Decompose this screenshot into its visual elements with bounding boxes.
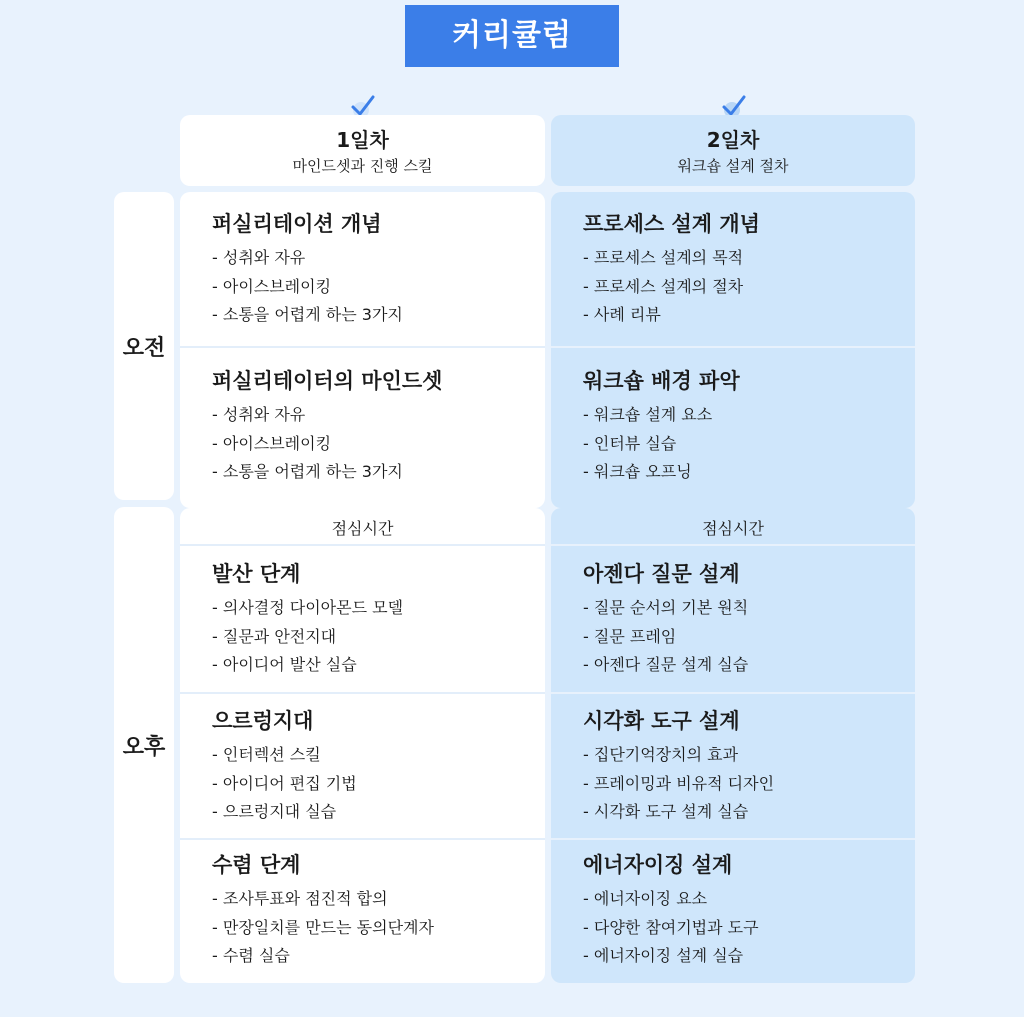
module-item: - 다양한 참여기법과 도구 [583, 917, 759, 937]
module-item: - 수렴 실습 [212, 946, 290, 966]
module-item: - 성취와 자유 [212, 248, 306, 267]
day1-morning-panel [180, 192, 545, 508]
module-item: - 질문과 안전지대 [212, 626, 337, 646]
divider [180, 544, 545, 546]
session-label-morning: 오전 [114, 192, 174, 500]
module-item: - 프레이밍과 비유적 디자인 [583, 773, 775, 793]
day-label: 1일차 [336, 128, 389, 152]
divider [551, 838, 915, 840]
module-item: - 프로세스 설계의 목적 [583, 248, 744, 267]
module-item: - 아젠다 질문 설계 실습 [583, 655, 749, 675]
module-title: 퍼실리테이터의 마인드셋 [212, 369, 443, 393]
module-card [551, 851, 915, 971]
module-items [212, 401, 545, 487]
module-title: 프로세스 설계 개념 [583, 212, 760, 236]
module-card [180, 367, 545, 487]
module-item: - 워크숍 설계 요소 [583, 405, 713, 424]
module-card [180, 210, 545, 330]
module-title: 발산 단계 [212, 562, 301, 586]
module-title: 수렴 단계 [212, 853, 301, 877]
module-items [583, 741, 915, 827]
module-item: - 아이디어 편집 기법 [212, 773, 357, 793]
module-title: 으르렁지대 [212, 709, 314, 733]
divider [551, 346, 915, 348]
module-card [551, 367, 915, 487]
module-item: - 아이스브레이킹 [212, 276, 332, 296]
day1-afternoon-panel [180, 508, 545, 983]
module-item: - 인터렉션 스킬 [212, 745, 321, 764]
day1-header [180, 115, 545, 186]
divider [180, 838, 545, 840]
module-item: - 에너자이징 설계 실습 [583, 946, 744, 966]
module-card [180, 560, 545, 680]
module-title: 시각화 도구 설계 [583, 709, 740, 733]
divider [551, 544, 915, 546]
module-item: - 시각화 도구 설계 실습 [583, 802, 749, 822]
module-items [583, 594, 915, 680]
module-card [551, 560, 915, 680]
module-item: - 아이디어 발산 실습 [212, 655, 357, 675]
module-item: - 에너자이징 요소 [583, 889, 708, 908]
module-card [180, 707, 545, 827]
module-item: - 소통을 어렵게 하는 3가지 [212, 305, 403, 325]
page-title: 커리큘럼 [405, 5, 619, 67]
lunch-label: 점심시간 [331, 519, 394, 538]
module-items [212, 244, 545, 330]
module-item: - 조사투표와 점진적 합의 [212, 889, 388, 908]
module-item: - 질문 프레임 [583, 626, 677, 646]
module-item: - 프로세스 설계의 절차 [583, 276, 744, 296]
divider [180, 346, 545, 348]
module-card [180, 851, 545, 971]
divider [180, 692, 545, 694]
day-label: 2일차 [706, 128, 760, 152]
module-item: - 집단기억장치의 효과 [583, 745, 739, 764]
module-items [212, 885, 545, 971]
module-item: - 의사결정 다이아몬드 모델 [212, 598, 404, 617]
divider [551, 692, 915, 694]
module-item: - 질문 순서의 기본 원칙 [583, 598, 749, 617]
module-item: - 인터뷰 실습 [583, 433, 677, 453]
day2-afternoon-panel [551, 508, 915, 983]
module-item: - 으르렁지대 실습 [212, 802, 337, 822]
module-title: 아젠다 질문 설계 [583, 562, 740, 586]
module-title: 퍼실리테이션 개념 [212, 212, 382, 236]
day2-header [551, 115, 915, 186]
module-card [551, 210, 915, 330]
day-subtitle: 마인드셋과 진행 스킬 [292, 157, 433, 175]
lunch-label: 점심시간 [702, 519, 764, 538]
module-item: - 만장일치를 만드는 동의단계자 [212, 917, 434, 937]
module-items [212, 741, 545, 827]
module-card [551, 707, 915, 827]
day2-morning-panel [551, 192, 915, 508]
module-item: - 소통을 어렵게 하는 3가지 [212, 462, 403, 482]
module-items [583, 401, 915, 487]
session-label-afternoon: 오후 [114, 507, 174, 983]
module-item: - 워크숍 오프닝 [583, 462, 692, 482]
module-items [212, 594, 545, 680]
module-item: - 성취와 자유 [212, 405, 306, 424]
module-title: 워크숍 배경 파악 [583, 369, 740, 393]
module-item: - 아이스브레이킹 [212, 433, 332, 453]
module-items [583, 244, 915, 330]
module-items [583, 885, 915, 971]
module-item: - 사례 리뷰 [583, 305, 661, 325]
day-subtitle: 워크숍 설계 절차 [677, 157, 789, 175]
module-title: 에너자이징 설계 [583, 853, 733, 877]
